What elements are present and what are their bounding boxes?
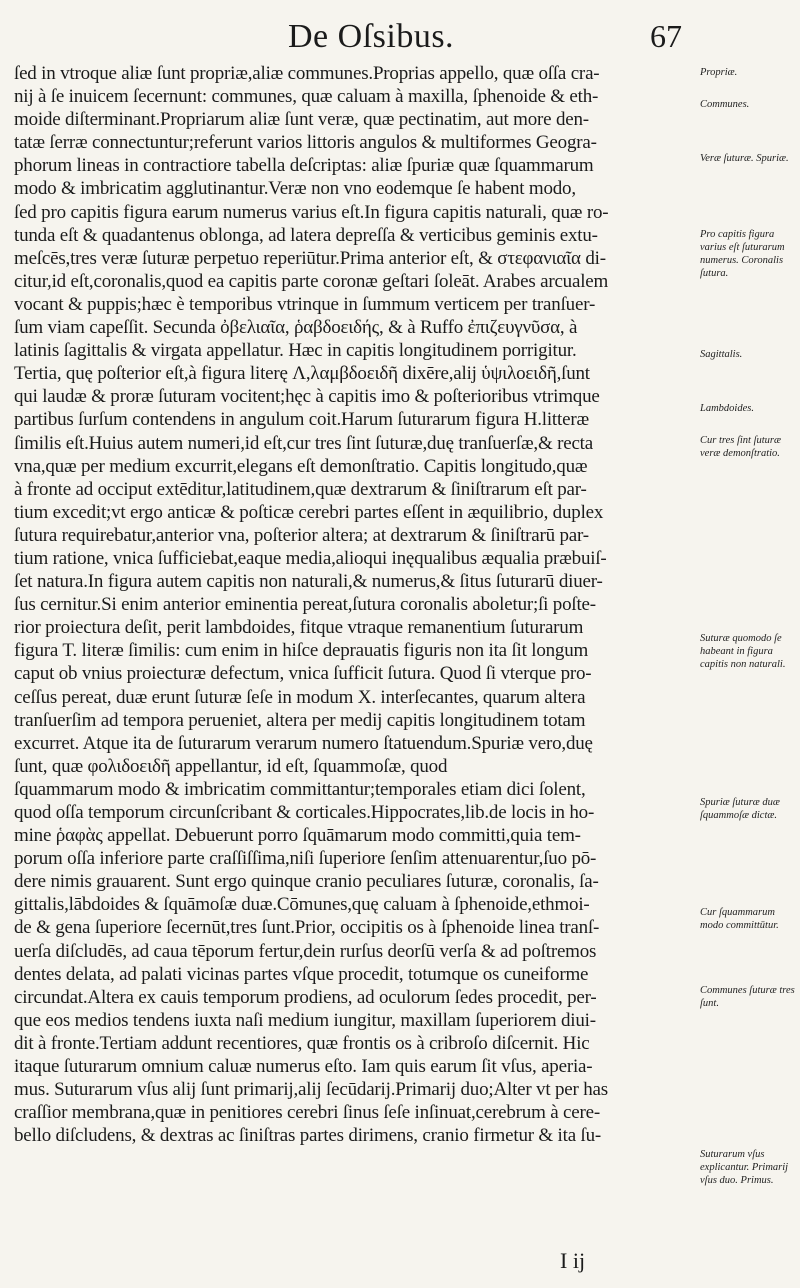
text-line: ceſſus pereat, duæ erunt ſuturæ ſeſe in modum X. interſecantes, quarum altera (14, 686, 586, 708)
margin-note: Suturæ quomodo ſe habeant in figura capitis non naturali. (700, 633, 786, 670)
margin-note: Communes. (700, 99, 750, 110)
text-line: tatæ ſerræ connectuntur;referunt varios littoris angulos & multiformes Geogra- (14, 132, 597, 154)
text-line: quod oſſa temporum circunſcribant & corticales.Hippocrates,lib.de locis in ho- (14, 802, 595, 823)
margin-note: Veræ ſuturæ. Spuriæ. (700, 153, 789, 164)
text-line: de & gena ſuperiore ſecernūt,tres ſunt.Prior, occipitis os à ſphenoide linea tranſ- (14, 917, 600, 939)
text-line: ſutura requirebatur,anterior vna, poſterior altera; at dextrarum & ſiniſtrarū par- (14, 524, 589, 546)
margin-note: Spuriæ ſuturæ duæ ſquammoſæ dictæ. (700, 797, 780, 821)
text-line: dere nimis grauarent. Sunt ergo quinque cranio peculiares ſuturæ, coronalis, ſa- (14, 871, 599, 893)
text-line: tunda eſt & quadantenus oblonga, ad latera depreſſa & verticibus geminis extu- (14, 224, 598, 246)
margin-note: Lambdoides. (700, 403, 754, 414)
text-line: que eos medios tendens iuxta naſi medium iungitur, maxillam ſuperiorem diui- (14, 1009, 596, 1031)
margin-note: Pro capitis figura varius eſt ſuturarum numerus. Coronalis ſutura. (700, 229, 785, 279)
text-line: dentes delata, ad palati vicinas partes vſque procedit, totumque os cuneiforme (14, 963, 589, 985)
text-line: ſum viam capeſſit. Secunda ὀβελιαῖα, ῥαβδοειδής, & à Ruffo ἐπιζευγνῦσα, à (14, 317, 578, 339)
text-line: Tertia, quę poſterior eſt,à figura literę Λ,λαμβδοειδῆ dixēre,alij ὑψιλοειδῆ,ſunt (14, 363, 590, 385)
margin-note: Communes ſuturæ tres ſunt. (700, 985, 795, 1009)
text-line: rior proiectura deſit, perit lambdoides, fitque vtraque remanentium ſuturarum (14, 617, 584, 639)
margin-note: Sagittalis. (700, 349, 743, 360)
text-line: ſet natura.In figura autem capitis non naturali,& numerus,& ſitus ſuturarū diuer- (14, 571, 603, 593)
text-line: vna,quæ per medium excurrit,elegans eſt demonſtratio. Capitis longitudo,quæ (14, 455, 588, 477)
text-line: bello diſcludens, & dextras ac ſiniſtras partes dirimens, cranio firmetur & ita ſu- (14, 1125, 602, 1147)
text-line: moide diſterminant.Propriarum aliæ ſunt veræ, quæ pectinatim, aut more den- (14, 109, 589, 131)
text-line: figura T. literæ ſimilis: cum enim in hiſce deprauatis figuris non ita ſit longum (14, 640, 589, 662)
text-line: phorum lineas in contractiore tabella deſcriptas: aliæ ſpuriæ quæ ſquammarum (14, 155, 594, 177)
text-line: meſcēs,tres veræ ſuturæ perpetuo reperiūtur.Prima anterior eſt, & στεφανιαῖα di- (14, 247, 606, 269)
text-line: tium ratione, vnica ſufficiebat,eaque media,alioqui inęqualibus æqualia præbuiſ- (14, 547, 607, 569)
text-line: mine ῥαφὰς appellat. Debuerunt porro ſquāmarum modo committi,quia tem- (14, 825, 581, 847)
text-line: partibus ſurſum contendens in angulum coit.Harum ſuturarum figura H.litteræ (14, 409, 589, 431)
signature-mark: I ij (560, 1248, 586, 1273)
body-text (14, 62, 696, 1147)
margin-note: Suturarum vſus explicantur. Primarij vſus duo. Primus. (700, 1149, 789, 1186)
text-line: porum oſſa inferiore parte craſſiſſima,niſi ſuperiore ſenſim attenuarentur,ſuo pō- (14, 848, 597, 870)
text-line: nij à ſe inuicem ſecernunt: communes, quæ caluam à maxilla, ſphenoide & eth- (14, 86, 599, 108)
page-title: De Oſsibus. (288, 18, 455, 55)
text-line: ſed pro capitis figura earum numerus varius eſt.In figura capitis naturali, quæ ro- (14, 201, 609, 223)
text-line: excurret. Atque ita de ſuturarum verarum numero ſtatuendum.Spuriæ vero,duę (14, 732, 593, 754)
page-number: 67 (650, 18, 682, 54)
running-head (0, 14, 800, 58)
text-line: caput ob vnius proiecturæ defectum, vnica ſufficit ſutura. Quod ſi vterque pro- (14, 663, 592, 685)
margin-note: Propriæ. (700, 67, 738, 78)
text-line: circundat.Altera ex cauis temporum prodiens, ad oculorum ſedes procedit, per- (14, 986, 597, 1008)
text-line: ſimilis eſt.Huius autem numeri,id eſt,cur tres ſint ſuturæ,duę tranſuerſæ,& recta (14, 432, 593, 454)
margin-note: Cur tres ſint ſuturæ veræ demonſtratio. (700, 435, 782, 459)
text-line: craſſior membrana,quæ in penitiores cerebri ſinus ſeſe inſinuat,cerebrum à cere- (14, 1102, 600, 1124)
text-line: mus. Suturarum vſus alij ſunt primarij,alij ſecūdarij.Primarij duo;Alter vt per has (14, 1079, 608, 1101)
text-line: ſquammarum modo & imbricatim committantur;temporales etiam dici ſolent, (14, 778, 586, 800)
text-line: ſed in vtroque aliæ ſunt propriæ,aliæ communes.Proprias appello, quæ oſſa cra- (14, 63, 600, 84)
text-line: à fronte ad occiput extēditur,latitudinem,quæ dextrarum & ſiniſtrarum eſt par- (14, 478, 587, 500)
text-line: vocant & puppis;hæc è temporibus vtrinque in ſummum verticem per tranſuer- (14, 293, 596, 315)
text-line: tium excedit;vt ergo anticæ & poſticæ cerebri partes eſſent in æquilibrio, duplex (14, 501, 604, 523)
margin-note: Cur ſquammarum modo committūtur. (700, 907, 779, 931)
text-line: itaque ſuturarum omnium caluæ numerus eſto. Iam quis earum ſit vſus, aperia- (14, 1056, 593, 1078)
text-line: latinis ſagittalis & virgata appellatur. Hæc in capitis longitudinem porrigitur. (14, 340, 577, 362)
text-line: ſus cernitur.Si enim anterior eminentia pereat,ſutura coronalis aboletur;ſi poſte- (14, 594, 596, 616)
text-line: dit à fronte.Tertiam addunt recentiores, quæ frontis os à cribroſo diſcernit. Hic (14, 1032, 590, 1054)
text-line: citur,id eſt,coronalis,quod ea capitis parte coronæ geſtari ſoleāt. Arabes arcualem (14, 270, 609, 292)
text-line: uerſa diſcludēs, ad caua tēporum fertur,dein rurſus deorſū verſa & ad poſtremos (14, 940, 597, 962)
text-line: modo & imbricatim agglutinantur.Veræ non vno eodemque ſe habent modo, (14, 178, 576, 200)
text-line: gittalis,lābdoides & ſquāmoſæ duæ.Cōmunes,quę caluam à ſphenoide,ethmoi- (14, 894, 590, 916)
text-line: tranſuerſim ad tempora perueniet, altera per medij capitis longitudinem totam (14, 709, 586, 731)
text-line: ſunt, quæ φολιδοειδῆ appellantur, id eſt, ſquammoſæ, quod (14, 755, 448, 777)
text-line: qui laudæ & proræ ſuturam vocitent;hęc à capitis imo & poſterioribus vtrimque (14, 386, 600, 408)
